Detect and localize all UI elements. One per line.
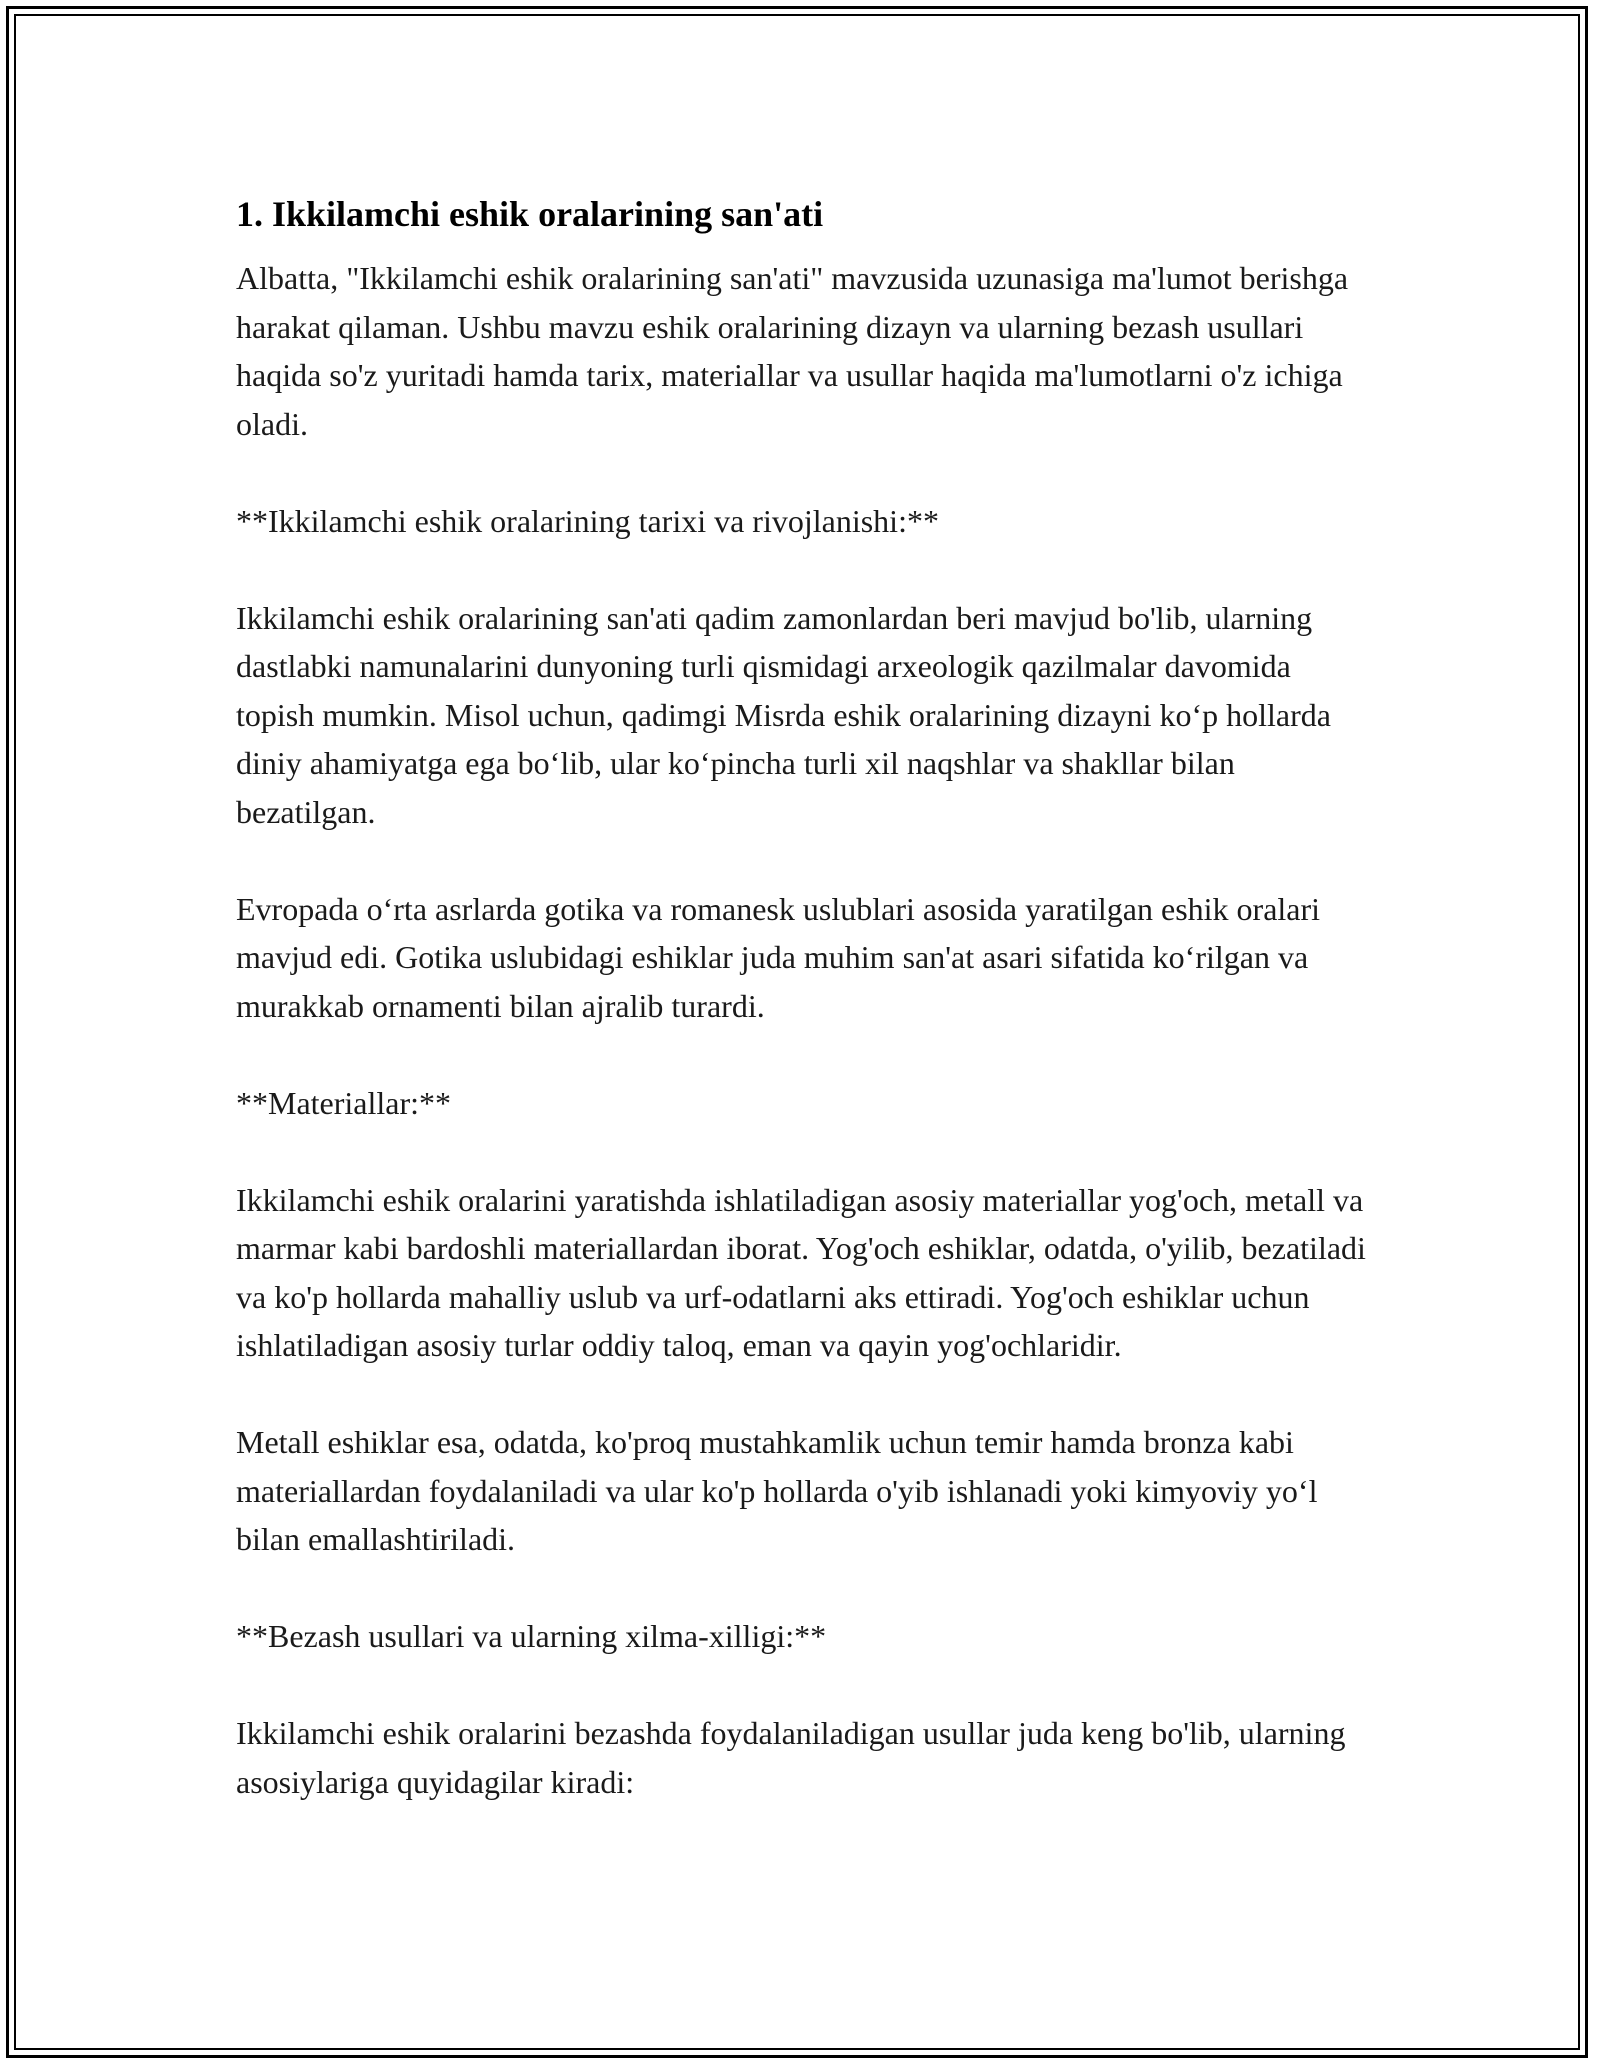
spacer: [236, 1661, 1366, 1710]
history-subheading: **Ikkilamchi eshik oralarining tarixi va rivojlanishi:**: [236, 502, 939, 539]
spacer: [236, 448, 1366, 497]
history-paragraph-europe: Evropada o‘rta asrlarda gotika va romanesk uslublari asosida yaratilgan eshik oralari mavjud edi. Gotika uslubidagi eshiklar juda muhim san'at asari sifatida ko‘rilgan va murakkab ornamenti bilan ajralib turardi.: [236, 890, 1321, 1024]
decoration-subheading: **Bezash usullari va ularning xilma-xilligi:**: [236, 1618, 827, 1654]
history-paragraph-ancient: Ikkilamchi eshik oralarining san'ati qadim zamonlardan beri mavjud bo'lib, ularning dastlabki namunalarini dunyoning turli qismidagi arxeologik qazilmalar davomida topish mumkin. Misol uchun, qadimgi Misrda eshik oralarining dizayni ko‘p hollarda diniy ahamiyatga ega bo‘lib, ular ko‘pincha turli xil naqshlar va shakllar bilan bezatilgan.: [236, 599, 1331, 830]
materials-paragraph-wood: Ikkilamchi eshik oralarini yaratishda ishlatiladigan asosiy materiallar yog'och, metall va marmar kabi bardoshli materiallardan iborat. Yog'och eshiklar, odatda, o'yilib, bezatiladi va ko'p hollarda mahalliy uslub va urf-odatlarni aks ettiradi. Yog'och eshiklar uchun ishlatiladigan asosiy turlar oddiy taloq, eman va qayin yog'ochlaridir.: [236, 1181, 1366, 1363]
materials-subheading: **Materiallar:**: [236, 1084, 452, 1121]
spacer: [236, 242, 1366, 254]
spacer: [236, 1370, 1366, 1419]
decoration-paragraph: Ikkilamchi eshik oralarini bezashda foydalaniladigan usullar juda keng bo'lib, ularning asosiylariga quyidagilar kiradi:: [236, 1715, 1346, 1800]
section-heading: 1. Ikkilamchi eshik oralarining san'ati: [236, 194, 824, 234]
spacer: [236, 1564, 1366, 1613]
spacer: [236, 545, 1366, 594]
spacer: [236, 1030, 1366, 1079]
materials-paragraph-metal: Metall eshiklar esa, odatda, ko'proq mustahkamlik uchun temir hamda bronza kabi materiallardan foydalaniladi va ular ko'p hollarda o'yib ishlanadi yoki kimyoviy yo‘l bilan emallashtiriladi.: [236, 1424, 1318, 1557]
intro-paragraph: Albatta, "Ikkilamchi eshik oralarining san'ati" mavzusida uzunasiga ma'lumot berishga harakat qilaman. Ushbu mavzu eshik oralarining dizayn va ularning bezash usullari haqida so'z yuritadi hamda tarix, materiallar va usullar haqida ma'lumotlarni o'z ichiga oladi.: [236, 260, 1349, 442]
spacer: [236, 1127, 1366, 1176]
spacer: [236, 836, 1366, 885]
document-body: [236, 186, 1366, 1806]
